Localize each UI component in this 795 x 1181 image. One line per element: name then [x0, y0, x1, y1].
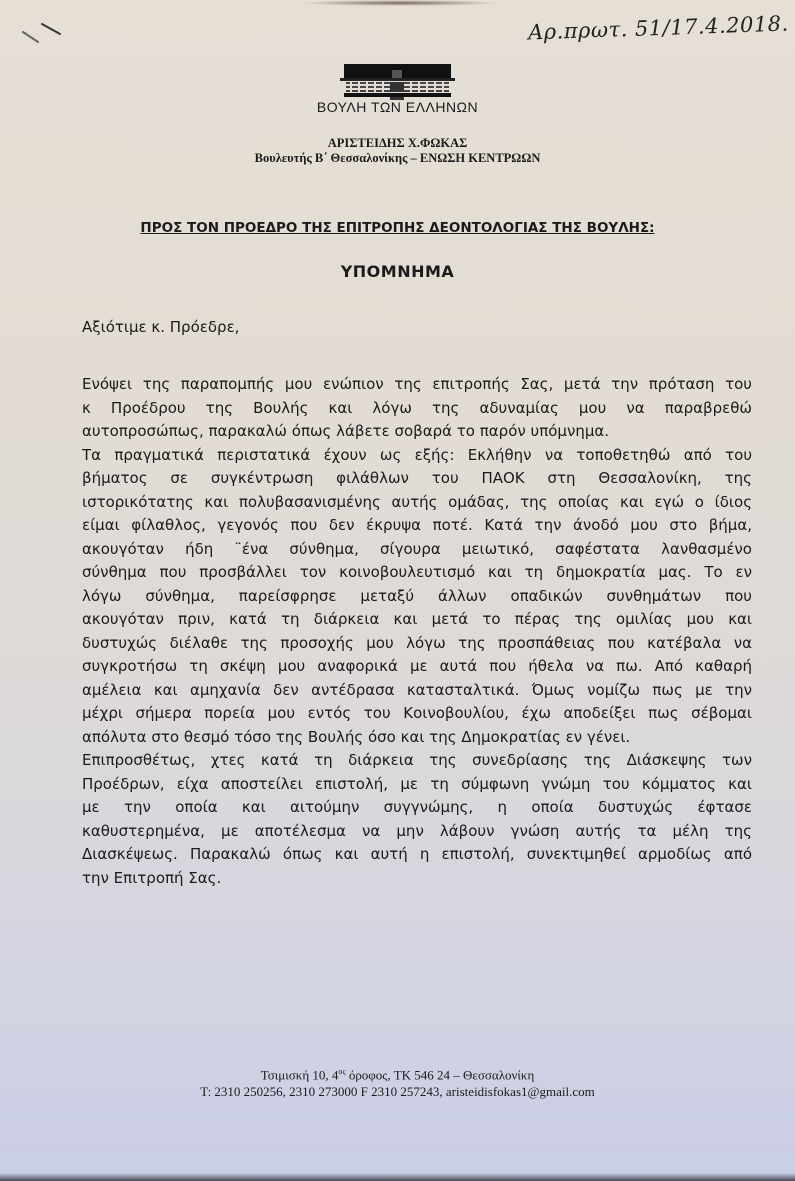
- text-line: ιστορικότατης και πολυβασανισμένης αυτής ομάδας, της οποίας και εγώ ο ίδιος: [82, 492, 752, 511]
- footer-contact: T: 2310 250256, 2310 273000 F 2310 257243, aristeidisfokas1@gmail.com: [200, 1084, 595, 1099]
- page-top-shadow: [300, 0, 500, 6]
- memo-body: [82, 373, 752, 890]
- text-line: Διασκέψεως. Παρακαλώ όπως και αυτή η επιστολή, συνεκτιμηθεί αρμοδίως από: [82, 845, 752, 863]
- paragraph-3: [82, 749, 752, 890]
- handwritten-protocol-number: Αρ.πρωτ. 51/17.4.2018.: [527, 11, 790, 45]
- text-line: αυτοπροσώπως, παρακαλώ όπως λάβετε σοβαρά το παρόν υπόμνημα.: [82, 422, 610, 440]
- page-bottom-shadow: [0, 1173, 795, 1181]
- text-line: σύνθημα που προσβάλλει τον κοινοβουλευτισμό και τη δημοκρατία μας. Το εν: [82, 563, 752, 581]
- text-line: καθυστερημένα, με αποτέλεσμα να μην λάβουν γνώση αυτής τα μέλη της: [82, 821, 752, 840]
- addressee-heading: ΠΡΟΣ ΤΟΝ ΠΡΟΕΔΡΟ ΤΗΣ ΕΠΙΤΡΟΠΗΣ ΔΕΟΝΤΟΛΟΓΙΑΣ ΤΗΣ ΒΟΥΛΗΣ:: [140, 220, 655, 236]
- text-line: μέχρι σήμερα πορεία μου εντός του Κοινοβουλίου, έχω αποδείξει πως σέβομαι: [82, 704, 752, 722]
- text-line: είμαι φίλαθλος, γεγονός που δεν έκρυψα ποτέ. Κατά την άνοδό μου στο βήμα,: [82, 516, 752, 534]
- text-line: Ενόψει της παραπομπής μου ενώπιον της επιτροπής Σας, μετά την πρόταση του: [82, 375, 752, 393]
- text-line: ακουγόταν ήδη ¨ένα σύνθημα, σίγουρα μειωτικό, σαφέστατα λανθασμένο: [82, 539, 752, 558]
- parliament-name: ΒΟΥΛΗ ΤΩΝ ΕΛΛΗΝΩΝ: [316, 99, 479, 115]
- mp-role: Βουλευτής Β΄ Θεσσαλονίκης – ΕΝΩΣΗ ΚΕΝΤΡΩΩΝ: [254, 151, 541, 165]
- parliament-building-logo: [340, 64, 455, 100]
- address-rest: όροφος, ΤΚ 546 24 – Θεσσαλονίκη: [345, 1067, 535, 1083]
- pen-mark-icon: [20, 18, 70, 48]
- text-line: συγκροτήσω τη σκέψη μου αναφορικά με αυτά που ήθελα να πω. Από καθαρή: [82, 657, 752, 675]
- text-line: απόλυτα στο θεσμό τόσο της Βουλής όσο και της Δημοκρατίας εν γένει.: [82, 727, 631, 746]
- paragraph-1: [82, 373, 752, 444]
- text-line: βήματος σε συγκέντρωση φιλάθλων του ΠΑΟΚ στη Θεσσαλονίκη, της: [82, 469, 752, 487]
- paragraph-2: [82, 444, 752, 750]
- document-title: ΥΠΟΜΝΗΜΑ: [340, 262, 455, 281]
- text-line: την Επιτροπή Σας.: [82, 868, 222, 887]
- address-street: Τσιμισκή 10, 4: [260, 1067, 339, 1083]
- text-line: Τα πραγματικά περιστατικά έχουν ως εξής: Εκλήθην να τοποθετηθώ από του: [82, 445, 752, 464]
- footer-address: [0, 1067, 795, 1083]
- text-line: κ Προέδρου της Βουλής και λόγω της αδυναμίας μου να παραβρεθώ: [82, 398, 752, 417]
- text-line: με την οποία και αιτούμην συγγνώμης, η οποία δυστυχώς έφτασε: [82, 798, 752, 816]
- address-floor-suffix: ος: [338, 1067, 346, 1076]
- greeting: Αξιότιμε κ. Πρόεδρε,: [82, 318, 240, 336]
- text-line: λόγω σύνθημα, παρείσφρησε μεταξύ άλλων οπαδικών συνθημάτων που: [82, 586, 752, 605]
- text-line: Επιπροσθέτως, χτες κατά τη διάρκεια της συνεδρίασης της Διάσκεψης των: [82, 751, 752, 769]
- text-line: αμέλεια και αμηχανία δεν αντέδρασα κατασταλτικά. Όμως νομίζω πως με την: [82, 680, 752, 699]
- text-line: ακουγόταν πριν, κατά τη διάρκεια και μετά το πέρας της ομιλίας μου και: [82, 610, 752, 628]
- text-line: δυστυχώς διέλαθε της προσοχής μου λόγω της προσπάθειας που κατέβαλα να: [82, 633, 752, 652]
- mp-name: ΑΡΙΣΤΕΙΔΗΣ Χ.ΦΩΚΑΣ: [327, 136, 468, 150]
- text-line: Προέδρων, είχα αποστείλει επιστολή, με τη σύμφωνη γνώμη του κόμματος και: [82, 774, 752, 793]
